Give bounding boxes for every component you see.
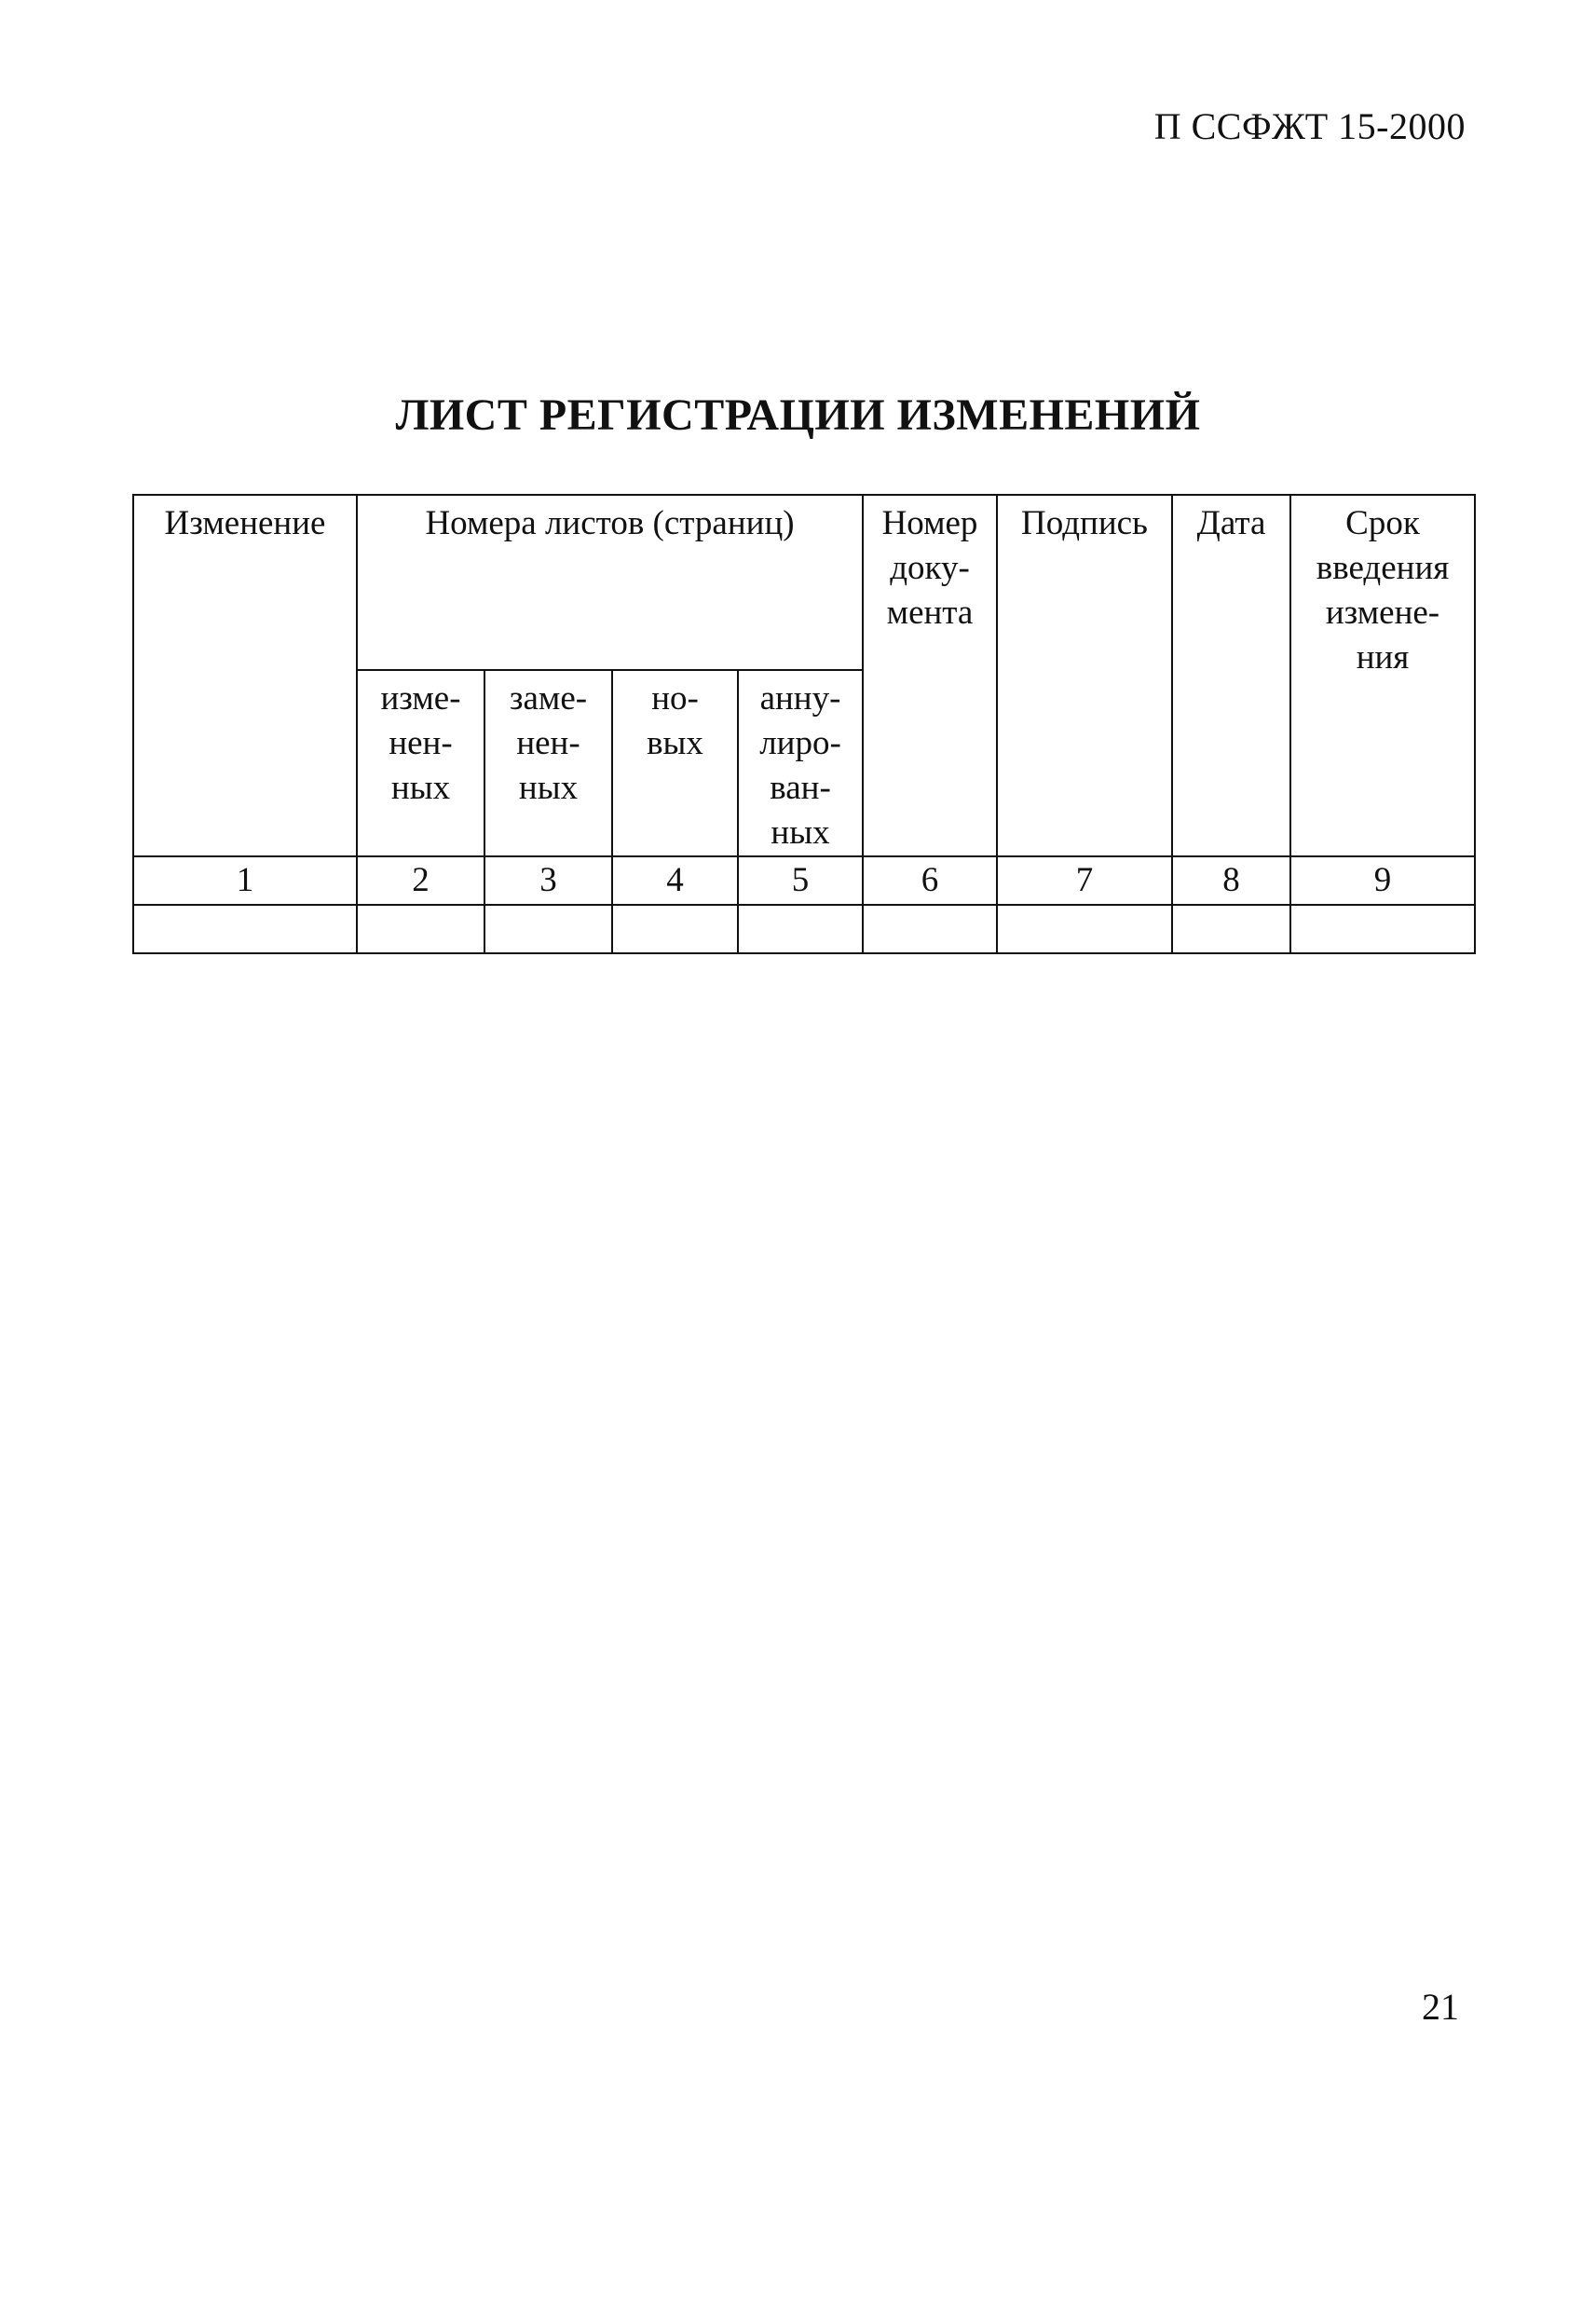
empty-cell: [612, 905, 738, 953]
column-number: 2: [357, 856, 484, 905]
empty-cell: [1290, 905, 1475, 953]
subheader-annulled: анну- лиро- ван- ных: [738, 670, 863, 856]
empty-cell: [738, 905, 863, 953]
empty-cell: [484, 905, 612, 953]
header-implementation-term: Срок введения измене- ния: [1290, 495, 1475, 856]
empty-entry-row: [133, 905, 1475, 953]
subheader-new: но- вых: [612, 670, 738, 856]
column-number: 9: [1290, 856, 1475, 905]
column-number: 8: [1172, 856, 1290, 905]
change-registration-table: [132, 494, 1476, 954]
header-signature: Подпись: [997, 495, 1172, 856]
empty-cell: [1172, 905, 1290, 953]
document-code: П ССФЖТ 15-2000: [1153, 105, 1466, 147]
page-title: ЛИСТ РЕГИСТРАЦИИ ИЗМЕНЕНИЙ: [395, 390, 1201, 440]
column-number: 1: [133, 856, 357, 905]
header-document-number: Номер доку- мента: [863, 495, 997, 856]
empty-cell: [997, 905, 1172, 953]
subheader-replaced: заме- нен- ных: [484, 670, 612, 856]
column-number: 4: [612, 856, 738, 905]
subheader-changed: изме- нен- ных: [357, 670, 484, 856]
empty-cell: [863, 905, 997, 953]
empty-cell: [357, 905, 484, 953]
header-date: Дата: [1172, 495, 1290, 856]
empty-cell: [133, 905, 357, 953]
column-number: 6: [863, 856, 997, 905]
page-number: 21: [1422, 1986, 1459, 2028]
column-number-row: [133, 856, 1475, 905]
column-number: 7: [997, 856, 1172, 905]
column-number: 3: [484, 856, 612, 905]
header-sheet-numbers: Номера листов (страниц): [357, 495, 863, 670]
header-change: Изменение: [133, 495, 357, 856]
column-number: 5: [738, 856, 863, 905]
